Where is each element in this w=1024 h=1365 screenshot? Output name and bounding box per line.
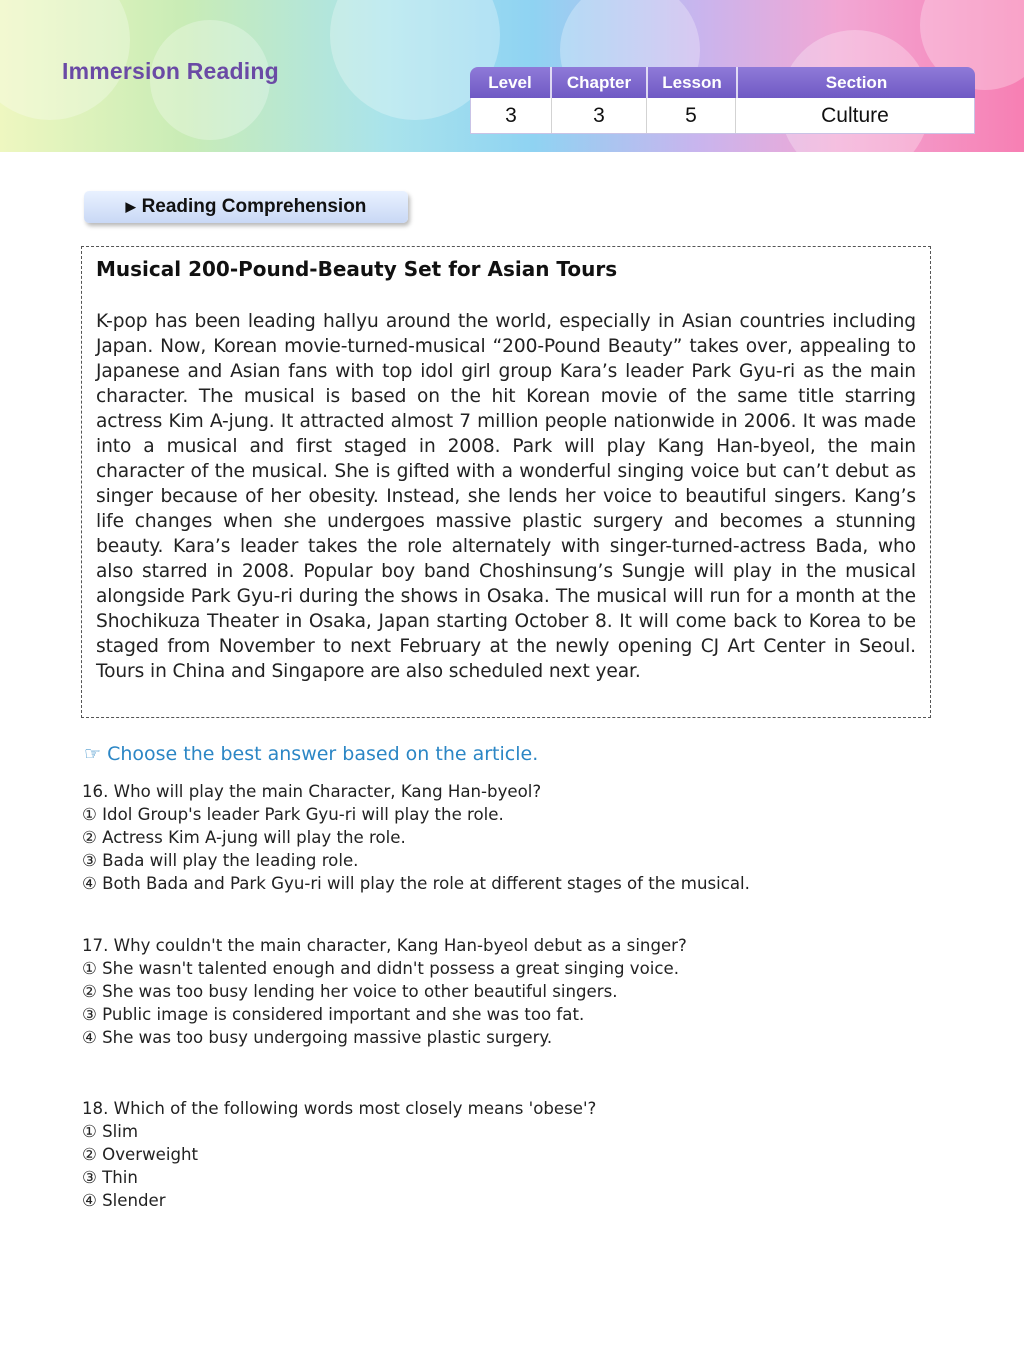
answer-option[interactable]: ③ Bada will play the leading role. [82,851,359,870]
chapter-value: 3 [552,98,647,133]
lesson-value: 5 [647,98,736,133]
answer-option[interactable]: ② Overweight [82,1145,199,1164]
instruction-text: ☞ Choose the best answer based on the article. [84,743,539,765]
lesson-info-values [470,98,975,134]
level-value: 3 [471,98,552,133]
answer-option[interactable]: ① Idol Group's leader Park Gyu-ri will play the role. [82,805,504,824]
section-header: Section [825,72,888,92]
answer-option[interactable]: ④ Slender [82,1191,166,1210]
question-text: 17. Why couldn't the main character, Kang Han-byeol debut as a singer? [82,936,687,955]
answer-option[interactable]: ③ Public image is considered important and she was too fat. [82,1005,585,1024]
answer-option[interactable]: ① She wasn't talented enough and didn't possess a great singing voice. [82,959,679,978]
section-value: Culture [821,103,889,127]
question-text: 18. Which of the following words most closely means 'obese'? [82,1099,597,1118]
question-text: 16. Who will play the main Character, Kang Han-byeol? [82,782,542,801]
article-title: Musical 200-Pound-Beauty Set for Asian Tours [96,257,618,281]
answer-option[interactable]: ③ Thin [82,1168,138,1187]
section-tab-label: Reading Comprehension [141,196,367,217]
answer-option[interactable]: ① Slim [82,1122,139,1141]
play-triangle-icon: ▶ [125,199,136,214]
brand-title: Immersion Reading [62,58,279,84]
answer-option[interactable]: ② She was too busy lending her voice to other beautiful singers. [82,982,618,1001]
lesson-info-header [470,67,975,98]
chapter-header: Chapter [552,67,648,98]
answer-option[interactable]: ④ She was too busy undergoing massive plastic surgery. [82,1028,553,1047]
level-header: Level [470,67,552,98]
question-17 [82,934,687,1049]
answer-option[interactable]: ④ Both Bada and Park Gyu-ri will play the role at different stages of the musical. [82,874,750,893]
reading-comprehension-tab [84,191,408,223]
question-18 [82,1097,596,1212]
lesson-header: Lesson [648,67,738,98]
article-body: K-pop has been leading hallyu around the world, especially in Asian countries including Japan. Now, Korean movie-turned-musical “200-Pound Beauty” takes over, appealing to Japanese and Asian fans with top idol girl group Kara’s leader Park Gyu-ri as the main character. The musical is based on the hit Korean movie of the same title starring actress Kim A-jung. It attracted almost 7 million people nationwide in 2006. It was made into a musical and first staged in 2008. Park will play Kang Han-byeol, the main character of the musical. She is gifted with a wonderful singing voice but can’t debut as singer because of her obesity. Instead, she lends her voice to beautiful singers. Kang’s life changes when she undergoes massive plastic surgery and becomes a stunning beauty. Kara’s leader takes the role alternately with singer-turned-actress Bada, who also starred in 2008. Popular boy band Choshinsung’s Sungje will play in the musical alongside Park Gyu-ri during the shows in Osaka. The musical will run for a month at the Shochikuza Theater in Osaka, Japan starting October 8. It will come back to Korea to be staged from November to next February at the newly opening CJ Art Center in Seoul. Tours in China and Singapore are also scheduled next year. [96,311,916,682]
question-16 [82,780,750,895]
lesson-info-table [470,67,975,133]
answer-option[interactable]: ② Actress Kim A-jung will play the role. [82,828,406,847]
header-banner [0,0,1024,152]
article-box [81,246,931,718]
